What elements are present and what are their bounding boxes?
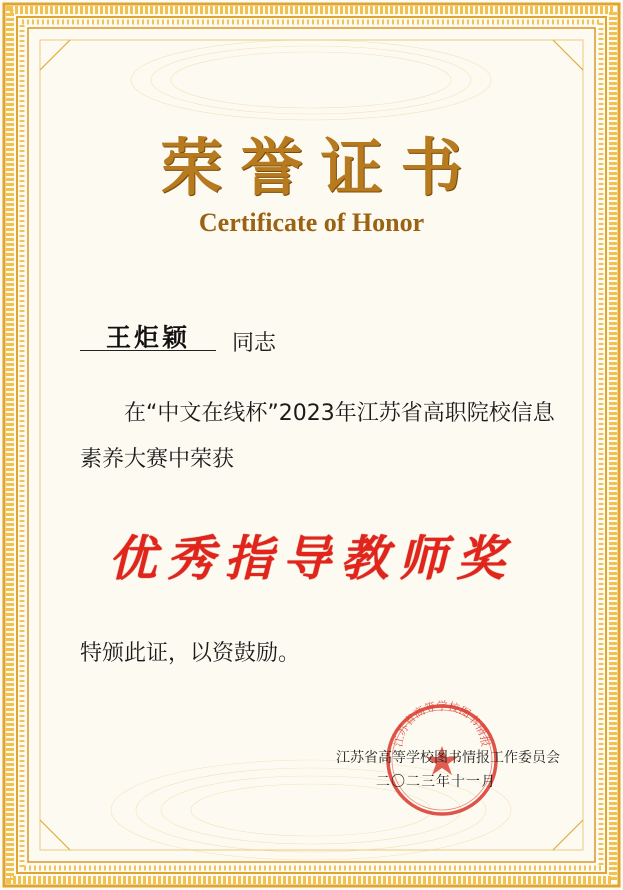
title-chinese: 荣誉证书 [160, 131, 481, 204]
name-underline [80, 350, 216, 351]
issue-date: 二〇二三年十一月 [376, 774, 496, 790]
recipient-name: 王炬颖 [105, 323, 190, 352]
issuer-name: 江苏省高等学校图书情报工作委员会 [336, 750, 560, 766]
svg-text:江苏省高等学校图书情报: 江苏省高等学校图书情报 [391, 700, 493, 748]
closing-text: 特颁此证，以资鼓励。 [80, 641, 301, 666]
title-english: Certificate of Honor [198, 208, 425, 237]
salutation: 同志 [232, 331, 277, 356]
award-name: 优秀指导教师奖 [108, 531, 515, 587]
body-text: 在“中文在线杯”2023年江苏省高职院校信息素养大赛中荣获 [80, 401, 555, 472]
